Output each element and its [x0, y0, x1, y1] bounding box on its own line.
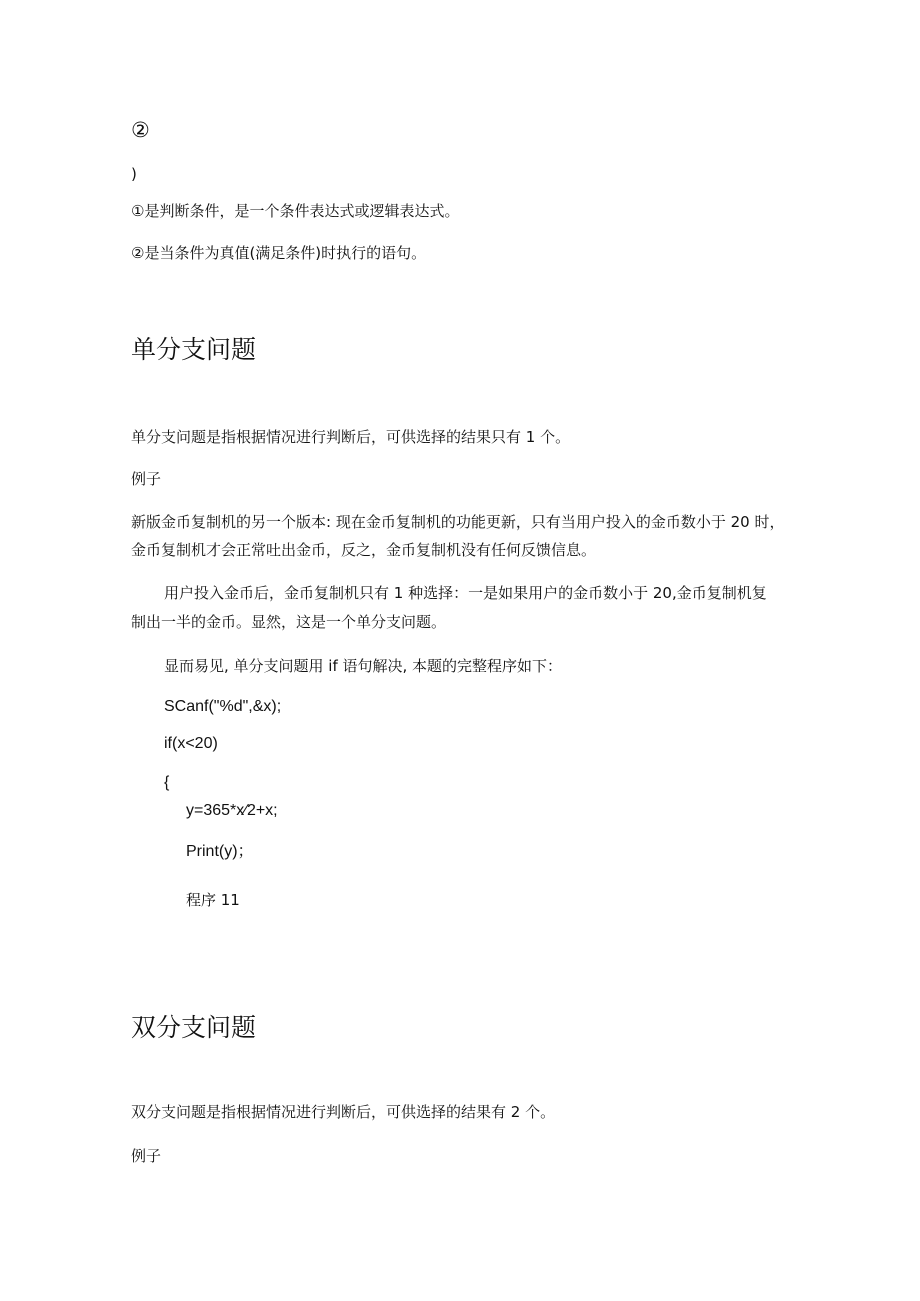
condition-description-1: ①是判断条件，是一个条件表达式或逻辑表达式。	[131, 202, 460, 220]
analysis-text-line-1: 用户投入金币后，金币复制机只有 1 种选择：一是如果用户的金币数小于 20,金币复制机复	[164, 584, 767, 602]
example-label: 例子	[131, 470, 162, 488]
code-line-open-brace: {	[164, 774, 170, 791]
code-line-assignment: y=365*x⁄2+x;	[186, 802, 278, 819]
single-branch-definition: 单分支问题是指根据情况进行判断后，可供选择的结果只有 1 个。	[131, 428, 571, 446]
code-line-print: Print(y)；	[186, 843, 254, 860]
example-text-line-2: 金币复制机才会正常吐出金币，反之，金币复制机没有任何反馈信息。	[131, 541, 597, 559]
analysis-text-line-2: 制出一半的金币。显然，这是一个单分支问题。	[131, 613, 447, 631]
circled-number-marker: ②	[131, 118, 150, 142]
example-label-double: 例子	[131, 1147, 162, 1165]
closing-parenthesis: )	[131, 165, 137, 183]
program-caption: 程序 11	[186, 891, 240, 909]
section-heading-single-branch: 单分支问题	[131, 335, 257, 364]
example-text-line-1: 新版金币复制机的另一个版本: 现在金币复制机的功能更新，只有当用户投入的金币数小于 20 时，	[131, 513, 785, 531]
code-line-scanf: SCanf("%d",&x);	[164, 698, 282, 715]
double-branch-definition: 双分支问题是指根据情况进行判断后，可供选择的结果有 2 个。	[131, 1103, 556, 1121]
program-intro: 显而易见, 单分支问题用 if 语句解决, 本题的完整程序如下：	[164, 657, 563, 675]
condition-description-2: ②是当条件为真值(满足条件)时执行的语句。	[131, 244, 427, 262]
section-heading-double-branch: 双分支问题	[131, 1013, 257, 1042]
code-line-if: if(x<20)	[164, 735, 218, 752]
